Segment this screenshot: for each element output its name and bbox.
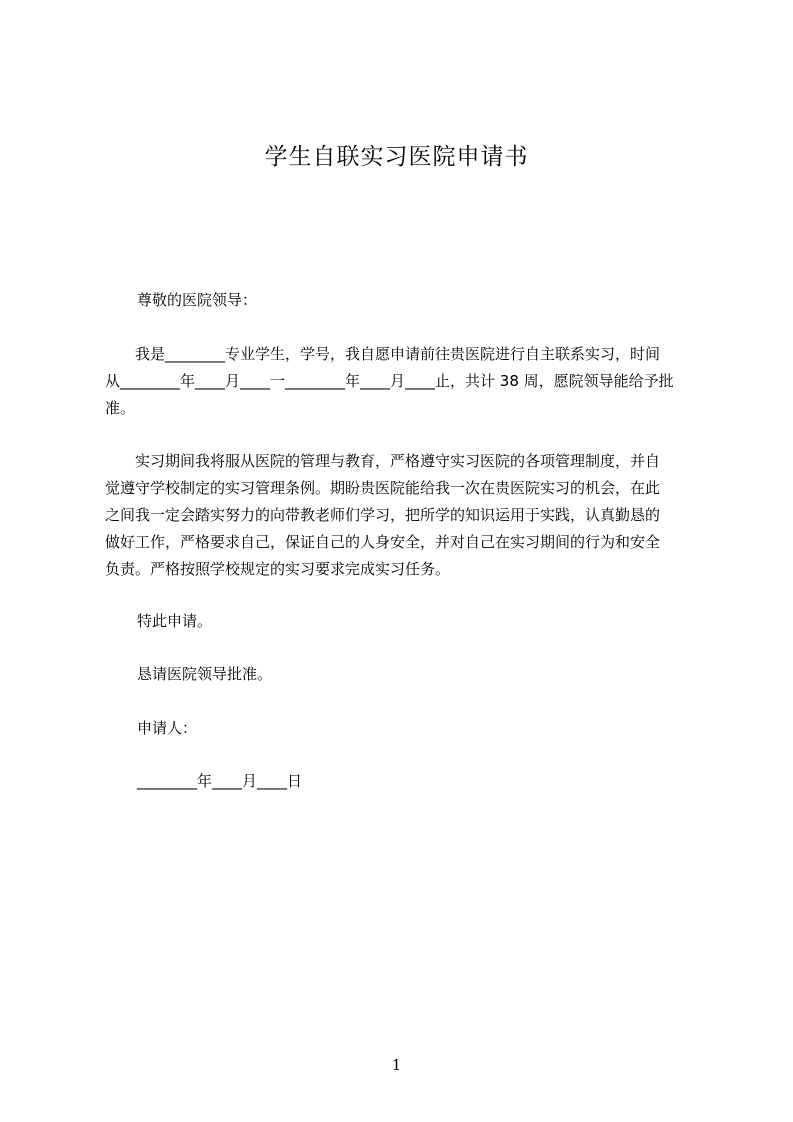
salutation: 尊敬的医院领导： <box>137 291 258 309</box>
paragraph-1-line-1: 我是________专业学生，学号，我自愿申请前往贵医院进行自主联系实习，时间 <box>105 345 661 363</box>
date-line: ________年____月____日 <box>137 772 303 790</box>
paragraph-2-line-4: 做好工作，严格要求自己，保证自己的人身安全，并对自己在实习期间的行为和安全 <box>105 533 661 551</box>
paragraph-2-line-1: 实习期间我将服从医院的管理与教育，严格遵守实习医院的各项管理制度，并自 <box>105 452 661 470</box>
approval-request: 恳请医院领导批准。 <box>137 665 273 683</box>
applicant-label: 申请人： <box>137 719 198 737</box>
paragraph-2-line-3: 之间我一定会踏实努力的向带教老师们学习，把所学的知识运用于实践，认真勤恳的 <box>105 506 661 524</box>
document-title: 学生自联实习医院申请书 <box>264 144 529 170</box>
page-number: 1 <box>391 1056 402 1074</box>
paragraph-2-line-2: 觉遵守学校制定的实习管理条例。期盼贵医院能给我一次在贵医院实习的机会，在此 <box>105 479 661 497</box>
closing-statement: 特此申请。 <box>137 612 213 630</box>
paragraph-1-line-3: 准。 <box>105 399 136 417</box>
paragraph-1-line-2: 从________年____月____一________年____月____止，共计 38 周，愿院领导能给予批 <box>105 372 674 390</box>
paragraph-2-line-5: 负责。严格按照学校规定的实习要求完成实习任务。 <box>105 560 451 578</box>
